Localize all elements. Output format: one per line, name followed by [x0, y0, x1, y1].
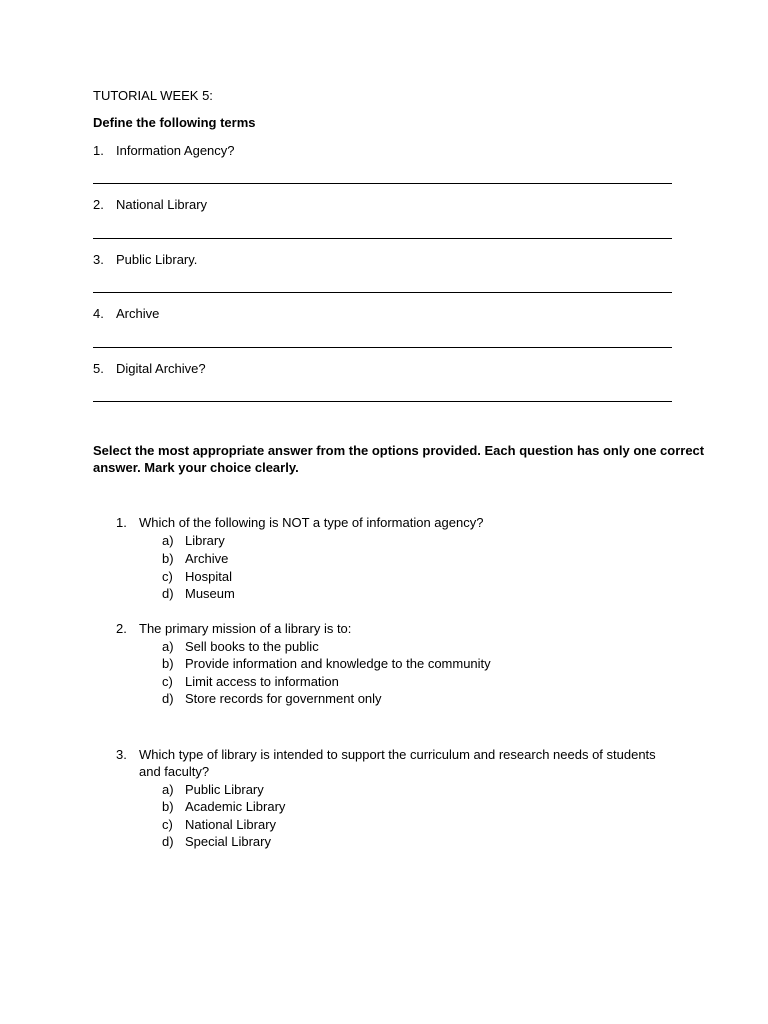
option-text[interactable]: National Library: [185, 817, 277, 832]
option-letter: d): [162, 691, 174, 706]
option-letter: c): [162, 674, 173, 689]
option-text[interactable]: Hospital: [185, 569, 232, 584]
option-text[interactable]: Limit access to information: [185, 674, 339, 689]
option-text[interactable]: Sell books to the public: [185, 639, 319, 654]
item-term: Public Library.: [116, 252, 198, 267]
option-letter: a): [162, 533, 174, 548]
option-letter: c): [162, 817, 173, 832]
item-number: 1.: [93, 143, 104, 158]
option-text[interactable]: Store records for government only: [185, 691, 382, 706]
question-text-line-2: and faculty?: [139, 764, 210, 779]
question-text: Which of the following is NOT a type of information agency?: [139, 515, 484, 530]
answer-line: [93, 347, 672, 348]
option-text[interactable]: Library: [185, 533, 225, 548]
answer-line: [93, 401, 672, 402]
page-title: TUTORIAL WEEK 5:: [93, 88, 213, 103]
instructions-line-2: answer. Mark your choice clearly.: [93, 460, 299, 475]
section-heading: Define the following terms: [93, 115, 256, 130]
question-text: The primary mission of a library is to:: [139, 621, 352, 636]
answer-line: [93, 238, 672, 239]
option-text[interactable]: Provide information and knowledge to the community: [185, 656, 491, 671]
option-text[interactable]: Museum: [185, 586, 235, 601]
option-letter: d): [162, 834, 174, 849]
option-letter: a): [162, 782, 174, 797]
item-term: Archive: [116, 306, 160, 321]
option-letter: b): [162, 799, 174, 814]
item-number: 3.: [93, 252, 104, 267]
option-letter: b): [162, 551, 174, 566]
option-letter: b): [162, 656, 174, 671]
option-text[interactable]: Archive: [185, 551, 229, 566]
answer-line: [93, 183, 672, 184]
item-number: 2.: [93, 197, 104, 212]
question-number: 2.: [116, 621, 127, 636]
item-number: 4.: [93, 306, 104, 321]
option-letter: a): [162, 639, 174, 654]
item-number: 5.: [93, 361, 104, 376]
answer-line: [93, 292, 672, 293]
item-term: Digital Archive?: [116, 361, 206, 376]
item-term: Information Agency?: [116, 143, 235, 158]
option-text[interactable]: Academic Library: [185, 799, 286, 814]
question-number: 1.: [116, 515, 127, 530]
question-number: 3.: [116, 747, 127, 762]
item-term: National Library: [116, 197, 208, 212]
option-text[interactable]: Special Library: [185, 834, 271, 849]
instructions-line-1: Select the most appropriate answer from the options provided. Each question has only one correct: [93, 443, 705, 458]
question-text-line-1: Which type of library is intended to support the curriculum and research needs of students: [139, 747, 656, 762]
option-text[interactable]: Public Library: [185, 782, 264, 797]
option-letter: d): [162, 586, 174, 601]
option-letter: c): [162, 569, 173, 584]
